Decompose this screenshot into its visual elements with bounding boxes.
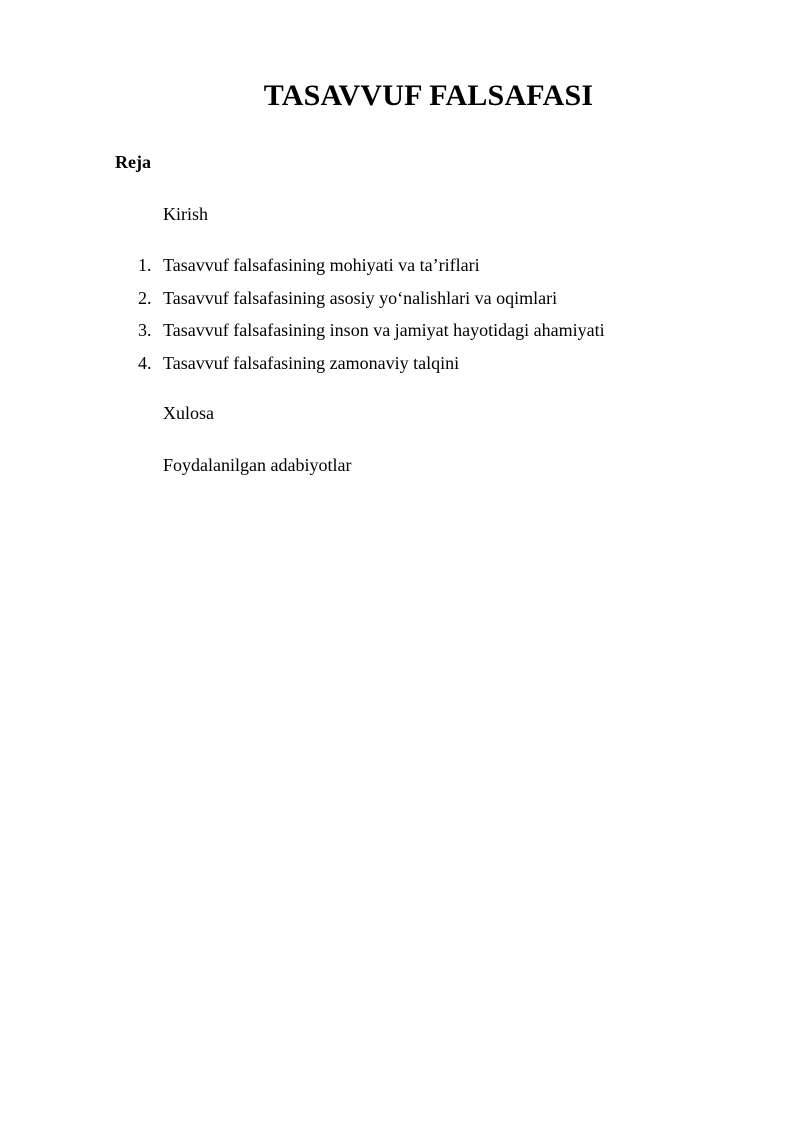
plan-list-item	[0, 318, 800, 351]
plan-item-text: Tasavvuf falsafasining inson va jamiyat hayotidagi ahamiyati	[163, 320, 605, 340]
document-title: TASAVVUF FALSAFASI	[263, 79, 594, 112]
plan-item-number: 4.	[138, 352, 152, 373]
plan-item-number: 2.	[138, 287, 152, 308]
plan-list-item	[0, 351, 800, 384]
plan-list-item	[0, 253, 800, 286]
plan-item-conclusion: Xulosa	[163, 403, 214, 423]
plan-item-introduction: Kirish	[163, 204, 208, 224]
plan-item-text: Tasavvuf falsafasining asosiy yo‘nalishlari va oqimlari	[163, 287, 558, 308]
plan-item-number: 1.	[138, 255, 152, 275]
plan-item-references: Foydalanilgan adabiyotlar	[163, 455, 352, 475]
plan-item-text: Tasavvuf falsafasining zamonaviy talqini	[163, 352, 460, 373]
plan-item-number: 3.	[138, 320, 152, 340]
plan-numbered-list	[0, 253, 800, 383]
plan-item-text: Tasavvuf falsafasining mohiyati va ta’riflari	[163, 255, 480, 275]
plan-heading: Reja	[115, 152, 151, 172]
plan-list-item	[0, 286, 800, 319]
